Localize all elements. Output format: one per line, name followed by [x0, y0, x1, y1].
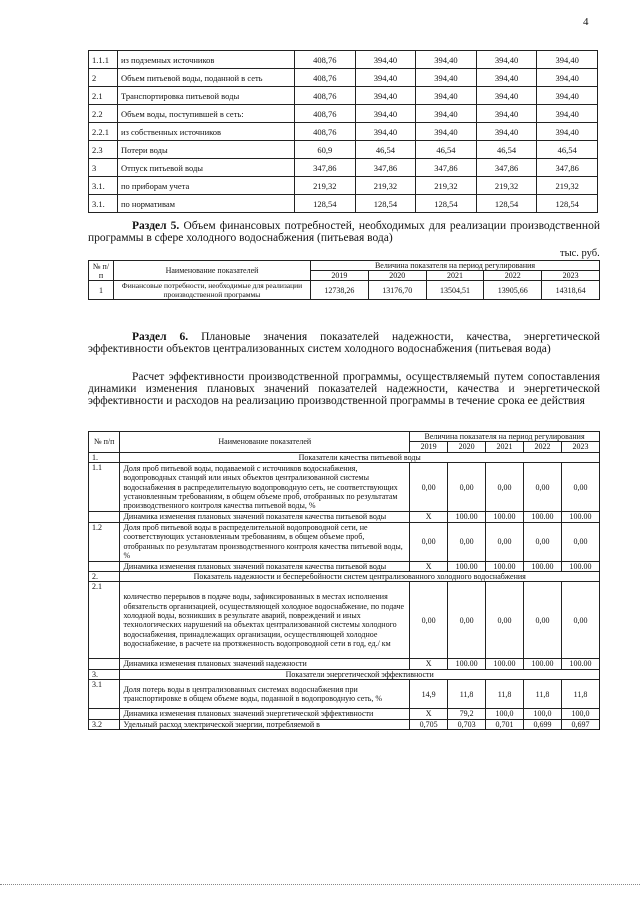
t3-header-name: Наименование показателей [120, 432, 410, 453]
row-value: 0,697 [562, 719, 600, 729]
t2-row-num: 1 [89, 281, 114, 300]
row-num: 2.1 [89, 582, 120, 659]
empty-cell [89, 512, 120, 522]
row-value: 394,40 [416, 51, 477, 69]
row-value: 11,8 [562, 680, 600, 709]
row-value: 394,40 [416, 105, 477, 123]
table-row [89, 69, 598, 87]
row-value: 0,00 [486, 582, 524, 659]
row-value: 0,699 [524, 719, 562, 729]
table-row [89, 582, 600, 659]
row-name: количество перерывов в подаче воды, зафиксированных в местах исполнения обязательств организацией, осуществляющей холодное водоснабжение, по подаче холодной воды, возникших в результате аварий, повреждений и иных технологических нарушений на объектах централизованной системы холодного водоснабжения, принадлежащих организации, осуществляющей холодное водоснабжение, в расчете на протяженность водопроводной сети в год, ед./ км [120, 582, 410, 659]
row-value: 219,32 [295, 177, 356, 195]
t3-year: 2020 [448, 442, 486, 452]
row-value: 0,00 [448, 582, 486, 659]
row-value: 128,54 [416, 195, 477, 213]
row-value: 11,8 [486, 680, 524, 709]
row-value: 394,40 [355, 51, 416, 69]
row-value: 60,9 [295, 141, 356, 159]
dynamics-value: 100.00 [448, 561, 486, 571]
dynamics-value: 100.00 [448, 659, 486, 669]
row-value: 394,40 [476, 123, 537, 141]
t3-year: 2023 [562, 442, 600, 452]
row-value: 0,00 [448, 463, 486, 512]
dynamics-name: Динамика изменения плановых значений показателя качества питьевой воды [120, 561, 410, 571]
row-name: Отпуск питьевой воды [118, 159, 295, 177]
row-name: Доля проб питьевой воды, подаваемой с источников водоснабжения, водопроводных станций или иных объектов централизованной системы водоснабжения в распределительную водопроводную сеть, не соответствующих установленным требованиям, в общем объеме проб, отобранных по результатам производственного контроля качества питьевой воды, % [120, 463, 410, 512]
row-num: 2 [89, 69, 118, 87]
row-name: Доля проб питьевой воды в распределительной водопроводной сети, не соответствующих установленным требованиям, в общем объеме проб, отобранных по результатам производственного контроля качества питьевой воды, % [120, 522, 410, 561]
row-value: 408,76 [295, 69, 356, 87]
row-value: 394,40 [476, 51, 537, 69]
section6-paragraph: Расчет эффективности производственной программы, осуществляемый путем сопоставления динамики изменения плановых значений показателей надежности, качества и энергетической эффективности и расходов на реализацию производственной программы в течение срока ее действия [88, 371, 600, 407]
empty-cell [89, 561, 120, 571]
dynamics-value: 100.00 [448, 512, 486, 522]
section5-heading [88, 220, 600, 244]
t3-year: 2021 [486, 442, 524, 452]
dynamics-value: 100.00 [562, 512, 600, 522]
row-num: 3 [89, 159, 118, 177]
dynamics-value: 100.00 [562, 561, 600, 571]
row-num: 3.1. [89, 177, 118, 195]
row-value: 11,8 [524, 680, 562, 709]
dynamics-value: X [410, 659, 448, 669]
row-value: 0,00 [562, 522, 600, 561]
dynamics-value: 100.00 [486, 561, 524, 571]
row-value: 128,54 [355, 195, 416, 213]
dynamics-value: 100,0 [486, 709, 524, 719]
table-row [89, 51, 598, 69]
table-row [89, 177, 598, 195]
table-row [89, 105, 598, 123]
dynamics-value: 100.00 [486, 659, 524, 669]
table-row [89, 659, 600, 669]
page-footer-line [0, 884, 640, 885]
t2-header-period: Величина показателя на период регулирования [311, 261, 600, 271]
table-row [89, 709, 600, 719]
dynamics-value: X [410, 709, 448, 719]
t2-cell: 13504,51 [426, 281, 484, 300]
row-num: 3.1. [89, 195, 118, 213]
dynamics-name: Динамика изменения плановых значений надежности [120, 659, 410, 669]
section6-text: Плановые значения показателей надежности, качества, энергетической эффективности объектов централизованных систем холодного водоснабжения (питьевая вода) [88, 331, 600, 355]
row-value: 128,54 [295, 195, 356, 213]
row-value: 394,40 [476, 87, 537, 105]
t2-cell: 13905,66 [484, 281, 542, 300]
row-value: 394,40 [416, 123, 477, 141]
t2-year: 2021 [426, 271, 484, 281]
table-row [89, 561, 600, 571]
row-value: 0,00 [562, 463, 600, 512]
row-name: из подземных источников [118, 51, 295, 69]
t2-cell: 14318,64 [542, 281, 600, 300]
t2-row-name: Финансовые потребности, необходимые для реализации производственной программы [114, 281, 311, 300]
group-row [89, 572, 600, 582]
row-value: 11,8 [448, 680, 486, 709]
row-value: 0,00 [524, 463, 562, 512]
row-value: 0,705 [410, 719, 448, 729]
row-value: 219,32 [476, 177, 537, 195]
t2-header-name: Наименование показателей [114, 261, 311, 281]
indicators-table [88, 431, 600, 730]
row-value: 46,54 [537, 141, 598, 159]
table-row [89, 463, 600, 512]
row-value: 219,32 [537, 177, 598, 195]
table-row [89, 512, 600, 522]
row-name: Доля потерь воды в централизованных системах водоснабжения при транспортировке в общем объеме воды, поданной в водопроводную сеть, % [120, 680, 410, 709]
dynamics-value: 100.00 [524, 659, 562, 669]
row-value: 408,76 [295, 87, 356, 105]
row-value: 347,86 [355, 159, 416, 177]
row-value: 394,40 [476, 69, 537, 87]
dynamics-value: 79,2 [448, 709, 486, 719]
row-value: 0,00 [486, 522, 524, 561]
t2-header-num: № п/п [89, 261, 114, 281]
row-value: 46,54 [355, 141, 416, 159]
row-num: 2.2 [89, 105, 118, 123]
row-value: 0,00 [524, 522, 562, 561]
row-name: Удельный расход электрической энергии, потребляемой в [120, 719, 410, 729]
page-number: 4 [583, 16, 589, 28]
row-value: 394,40 [537, 105, 598, 123]
t3-year: 2019 [410, 442, 448, 452]
row-value: 14,9 [410, 680, 448, 709]
t2-year: 2023 [542, 271, 600, 281]
unit-label: тыс. руб. [560, 248, 600, 259]
row-value: 46,54 [476, 141, 537, 159]
row-value: 347,86 [476, 159, 537, 177]
water-balance-table [88, 50, 598, 213]
row-num: 2.3 [89, 141, 118, 159]
row-value: 394,40 [416, 87, 477, 105]
row-num: 1.1 [89, 463, 120, 512]
dynamics-value: 100.00 [524, 561, 562, 571]
dynamics-name: Динамика изменения плановых значений показателя качества питьевой воды [120, 512, 410, 522]
dynamics-value: X [410, 512, 448, 522]
row-value: 347,86 [416, 159, 477, 177]
row-value: 0,00 [448, 522, 486, 561]
table-row [89, 680, 600, 709]
row-value: 219,32 [355, 177, 416, 195]
row-value: 0,00 [486, 463, 524, 512]
dynamics-value: X [410, 561, 448, 571]
table-row [89, 123, 598, 141]
row-value: 347,86 [537, 159, 598, 177]
t2-year: 2022 [484, 271, 542, 281]
t2-cell: 13176,70 [368, 281, 426, 300]
dynamics-value: 100,0 [562, 709, 600, 719]
table-row [89, 141, 598, 159]
row-name: Объем питьевой воды, поданной в сеть [118, 69, 295, 87]
row-value: 408,76 [295, 123, 356, 141]
group-row [89, 452, 600, 462]
row-value: 0,00 [524, 582, 562, 659]
row-value: 394,40 [537, 69, 598, 87]
table-row [89, 159, 598, 177]
financial-needs-table [88, 260, 600, 300]
row-value: 394,40 [537, 123, 598, 141]
row-value: 394,40 [355, 69, 416, 87]
section5-text: Объем финансовых потребностей, необходимых для реализации производственной программы в сфере холодного водоснабжения (питьевая вода) [88, 220, 600, 244]
row-name: Объем воды, поступившей в сеть: [118, 105, 295, 123]
t2-year: 2019 [311, 271, 369, 281]
row-name: Транспортировка питьевой воды [118, 87, 295, 105]
row-value: 128,54 [476, 195, 537, 213]
row-value: 0,00 [410, 582, 448, 659]
row-num: 3.1 [89, 680, 120, 709]
row-value: 0,701 [486, 719, 524, 729]
t3-header-period: Величина показателя на период регулирования [410, 432, 600, 442]
row-value: 408,76 [295, 51, 356, 69]
row-num: 2.1 [89, 87, 118, 105]
row-num: 3.2 [89, 719, 120, 729]
t2-cell: 12738,26 [311, 281, 369, 300]
table-row [89, 522, 600, 561]
row-value: 394,40 [355, 105, 416, 123]
dynamics-value: 100.00 [524, 512, 562, 522]
row-name: по приборам учета [118, 177, 295, 195]
row-num: 2.2.1 [89, 123, 118, 141]
t3-header-num: № п/п [89, 432, 120, 453]
row-value: 408,76 [295, 105, 356, 123]
t3-year: 2022 [524, 442, 562, 452]
group-num: 2. [89, 572, 120, 582]
row-value: 394,40 [476, 105, 537, 123]
row-value: 219,32 [416, 177, 477, 195]
group-row [89, 669, 600, 679]
dynamics-name: Динамика изменения плановых значений энергетической эффективности [120, 709, 410, 719]
group-title: Показатель надежности и бесперебойности систем централизованного холодного водоснабжения [120, 572, 600, 582]
group-num: 3. [89, 669, 120, 679]
empty-cell [89, 709, 120, 719]
group-title: Показатели энергетической эффективности [120, 669, 600, 679]
row-value: 0,00 [410, 522, 448, 561]
empty-cell [89, 659, 120, 669]
row-value: 0,00 [410, 463, 448, 512]
section6-label: Раздел 6. [132, 331, 189, 343]
group-title: Показатели качества питьевой воды [120, 452, 600, 462]
t2-year: 2020 [368, 271, 426, 281]
table-row [89, 195, 598, 213]
row-value: 128,54 [537, 195, 598, 213]
row-value: 394,40 [537, 51, 598, 69]
row-value: 394,40 [416, 69, 477, 87]
row-value: 394,40 [355, 87, 416, 105]
row-value: 394,40 [355, 123, 416, 141]
row-num: 1.2 [89, 522, 120, 561]
group-num: 1. [89, 452, 120, 462]
table-row [89, 87, 598, 105]
section5-label: Раздел 5. [132, 220, 180, 232]
row-value: 0,703 [448, 719, 486, 729]
row-value: 347,86 [295, 159, 356, 177]
table-row [89, 719, 600, 729]
dynamics-value: 100,0 [524, 709, 562, 719]
row-value: 0,00 [562, 582, 600, 659]
section6-heading [88, 331, 600, 355]
row-name: из собственных источников [118, 123, 295, 141]
row-value: 394,40 [537, 87, 598, 105]
dynamics-value: 100.00 [486, 512, 524, 522]
dynamics-value: 100.00 [562, 659, 600, 669]
row-name: по нормативам [118, 195, 295, 213]
row-value: 46,54 [416, 141, 477, 159]
row-name: Потери воды [118, 141, 295, 159]
row-num: 1.1.1 [89, 51, 118, 69]
